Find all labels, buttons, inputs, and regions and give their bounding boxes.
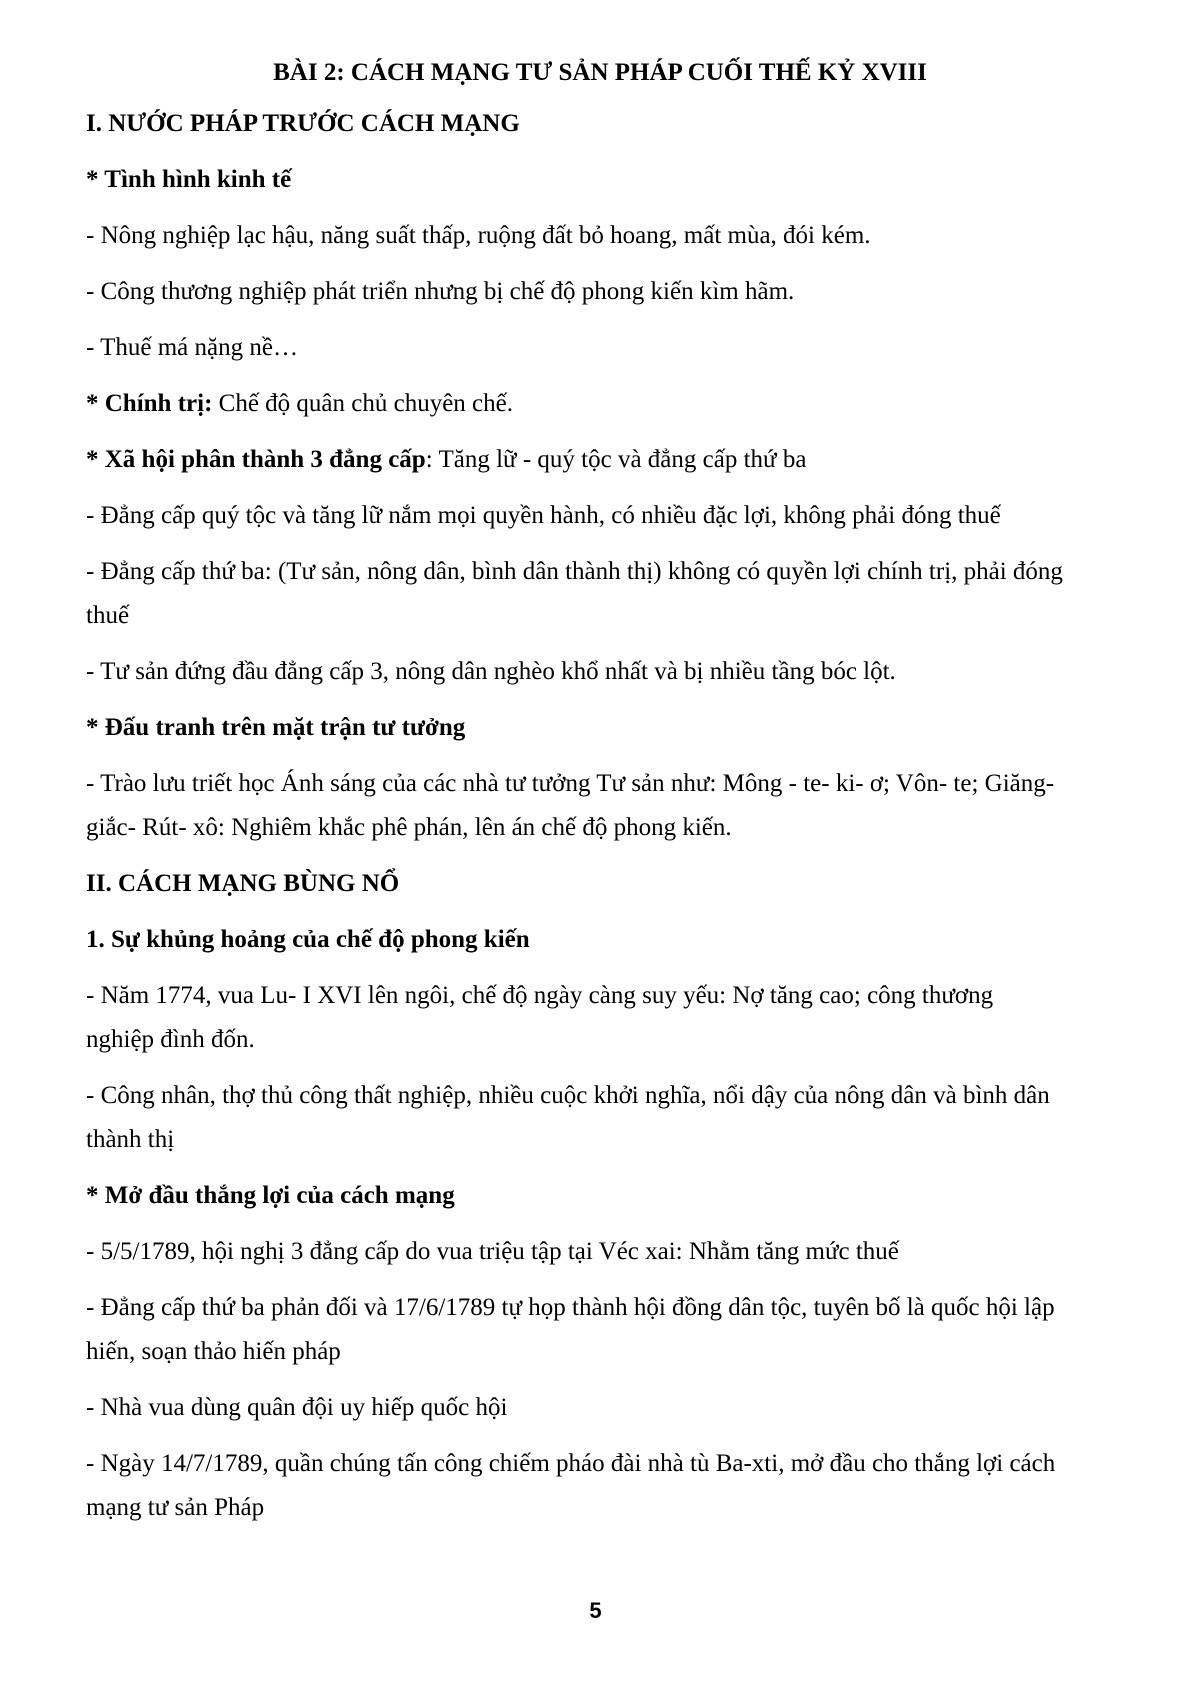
xa-hoi-label: * Xã hội phân thành 3 đẳng cấp: [86, 446, 426, 473]
chinh-tri-text: Chế độ quân chủ chuyên chế.: [212, 390, 514, 417]
paragraph-md-1: - 5/5/1789, hội nghị 3 đẳng cấp do vua triệu tập tại Véc xai: Nhằm tăng mức thuế: [86, 1238, 899, 1265]
paragraph-md-4b: mạng tư sản Pháp: [86, 1494, 265, 1521]
paragraph-xh-2b: thuế: [86, 602, 130, 629]
chinh-tri-label: * Chính trị:: [86, 390, 213, 417]
paragraph-xa-hoi: [86, 438, 1114, 482]
paragraph-kh-1b: nghiệp đình đốn.: [86, 1026, 255, 1053]
paragraph-tt-1a: - Trào lưu triết học Ánh sáng của các nhà tư tưởng Tư sản như: Mông - te- ki- ơ; Vôn- te; Giăng-: [86, 770, 1055, 797]
paragraph-xh-2a: - Đẳng cấp thứ ba: (Tư sản, nông dân, bình dân thành thị) không có quyền lợi chính trị, phải đóng: [86, 558, 1063, 585]
xa-hoi-text: : Tăng lữ - quý tộc và đẳng cấp thứ ba: [425, 446, 807, 473]
paragraph-kt-2: - Công thương nghiệp phát triển nhưng bị chế độ phong kiến kìm hãm.: [86, 278, 795, 305]
paragraph-kt-1: - Nông nghiệp lạc hậu, năng suất thấp, ruộng đất bỏ hoang, mất mùa, đói kém.: [86, 222, 871, 249]
paragraph-kh-2a: - Công nhân, thợ thủ công thất nghiệp, nhiều cuộc khởi nghĩa, nổi dậy của nông dân và bình dân: [86, 1082, 1050, 1109]
paragraph-md-2b: hiến, soạn thảo hiến pháp: [86, 1338, 341, 1365]
paragraph-md-2a: - Đẳng cấp thứ ba phản đối và 17/6/1789 tự họp thành hội đồng dân tộc, tuyên bố là quốc hội lập: [86, 1294, 1055, 1321]
paragraph-tt-1b: giắc- Rút- xô: Nghiêm khắc phê phán, lên án chế độ phong kiến.: [86, 814, 732, 841]
subheading-kinh-te: * Tình hình kinh tế: [86, 166, 292, 193]
paragraph-md-4a: - Ngày 14/7/1789, quần chúng tấn công chiếm pháo đài nhà tù Ba-xti, mở đầu cho thắng lợi cách: [86, 1450, 1056, 1477]
section-heading-1: I. NƯỚC PHÁP TRƯỚC CÁCH MẠNG: [86, 110, 520, 137]
subheading-mo-dau: * Mở đầu thắng lợi của cách mạng: [86, 1182, 455, 1209]
document-title: BÀI 2: CÁCH MẠNG TƯ SẢN PHÁP CUỐI THẾ KỶ XVIII: [273, 59, 927, 86]
paragraph-kh-2b: thành thị: [86, 1126, 175, 1153]
subheading-khung-hoang: 1. Sự khủng hoảng của chế độ phong kiến: [86, 926, 530, 953]
paragraph-md-3: - Nhà vua dùng quân đội uy hiếp quốc hội: [86, 1394, 508, 1421]
paragraph-kt-3: - Thuế má nặng nề…: [86, 334, 298, 361]
paragraph-xh-1: - Đẳng cấp quý tộc và tăng lữ nắm mọi quyền hành, có nhiều đặc lợi, không phải đóng thuế: [86, 502, 1001, 529]
section-heading-2: II. CÁCH MẠNG BÙNG NỔ: [86, 870, 400, 897]
document-page: [86, 46, 1114, 1530]
paragraph-chinh-tri: [86, 382, 1114, 426]
paragraph-kh-1a: - Năm 1774, vua Lu- I XVI lên ngôi, chế độ ngày càng suy yếu: Nợ tăng cao; công thương: [86, 982, 994, 1009]
page-number: 5: [589, 1598, 602, 1623]
paragraph-xh-3: - Tư sản đứng đầu đẳng cấp 3, nông dân nghèo khổ nhất và bị nhiều tầng bóc lột.: [86, 658, 896, 685]
subheading-tu-tuong: * Đấu tranh trên mặt trận tư tưởng: [86, 714, 466, 741]
